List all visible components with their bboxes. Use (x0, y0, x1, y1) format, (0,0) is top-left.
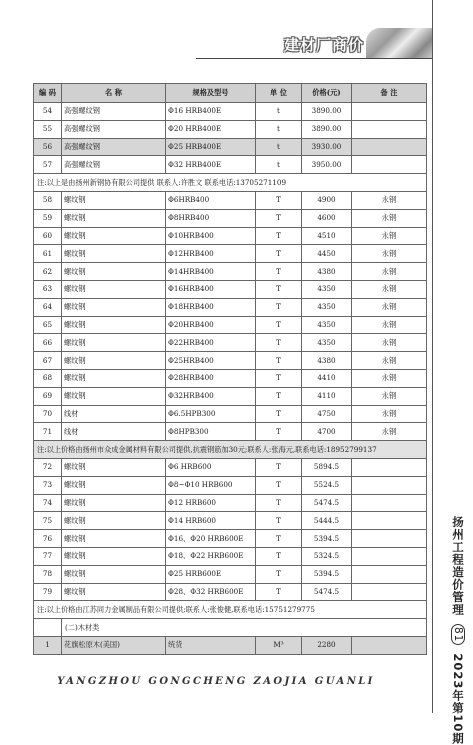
table-row (34, 138, 427, 156)
cell-unit: t (256, 120, 302, 138)
cell-price: 4750 (302, 405, 352, 423)
table-row (34, 583, 427, 601)
issue-label: 2023年第10期 (451, 653, 465, 745)
cell-name: 螺纹钢 (62, 334, 166, 352)
cell-code: 73 (34, 476, 62, 494)
cell-name: 螺纹钢 (62, 227, 166, 245)
cell-unit: t (256, 138, 302, 156)
col-header-name: 名 称 (62, 84, 166, 103)
cell-spec: Φ10HRB400 (166, 227, 256, 245)
table-body (34, 103, 427, 655)
table-row (34, 530, 427, 548)
table-row (34, 547, 427, 565)
cell-unit: T (256, 352, 302, 370)
cell-spec: Φ28HRB400 (166, 369, 256, 387)
cell-spec: Φ8HPB300 (166, 423, 256, 441)
cell-price: 4350 (302, 280, 352, 298)
table-header-row (34, 84, 427, 103)
cell-code: 71 (34, 423, 62, 441)
cell-spec: Φ22HRB400 (166, 334, 256, 352)
cell-name: 高强螺纹钢 (62, 103, 166, 121)
cell-code: 61 (34, 245, 62, 263)
cell-name: 花旗松原木(美国) (62, 636, 166, 654)
cell-remark: 永钢 (352, 227, 427, 245)
cell-code: 66 (34, 334, 62, 352)
cell-unit: T (256, 530, 302, 548)
cell-price: 3890.00 (302, 120, 352, 138)
cell-name: 螺纹钢 (62, 530, 166, 548)
cell-spec: Φ25 HRB600E (166, 565, 256, 583)
cell-remark (352, 636, 427, 654)
cell-remark (352, 565, 427, 583)
table-row (34, 334, 427, 352)
col-header-code: 编 码 (34, 84, 62, 103)
cell-unit: T (256, 565, 302, 583)
cell-price: 4700 (302, 423, 352, 441)
cell-remark: 永钢 (352, 263, 427, 281)
cell-remark (352, 103, 427, 121)
cell-remark: 永钢 (352, 334, 427, 352)
section-banner (196, 28, 432, 59)
cell-code: 60 (34, 227, 62, 245)
cell-spec: Φ20 HRB400E (166, 120, 256, 138)
cell-remark (352, 494, 427, 512)
cell-name: 螺纹钢 (62, 369, 166, 387)
cell-name: 高强螺纹钢 (62, 120, 166, 138)
cell-price: 5474.5 (302, 583, 352, 601)
supplier-note-row (34, 601, 427, 619)
cell-code: 55 (34, 120, 62, 138)
section-code-cell (34, 619, 62, 637)
cell-spec: Φ12 HRB600 (166, 494, 256, 512)
cell-price: 4900 (302, 191, 352, 209)
cell-remark (352, 120, 427, 138)
cell-code: 56 (34, 138, 62, 156)
cell-name: 螺纹钢 (62, 245, 166, 263)
cell-spec: Φ6HRB400 (166, 191, 256, 209)
cell-remark: 永钢 (352, 316, 427, 334)
cell-price: 5394.5 (302, 565, 352, 583)
footer-running-title: YANGZHOU GONGCHENG ZAOJIA GUANLI (57, 676, 375, 687)
cell-spec: Φ25 HRB400E (166, 138, 256, 156)
cell-unit: T (256, 494, 302, 512)
cell-name: 螺纹钢 (62, 280, 166, 298)
cell-unit: T (256, 245, 302, 263)
supplier-note-row (34, 441, 427, 459)
supplier-note: 注:以上是由扬州新钢协有限公司提供 联系人:许胜文 联系电话:13705271109 (34, 174, 427, 192)
section-row (34, 619, 427, 637)
cell-price: 4110 (302, 387, 352, 405)
cell-remark (352, 530, 427, 548)
cell-remark: 永钢 (352, 405, 427, 423)
cell-unit: T (256, 227, 302, 245)
cell-code: 77 (34, 547, 62, 565)
cell-name: 螺纹钢 (62, 458, 166, 476)
cell-name: 螺纹钢 (62, 298, 166, 316)
col-header-spec: 规格及型号 (166, 84, 256, 103)
cell-code: 63 (34, 280, 62, 298)
page-number: 81 (451, 624, 465, 645)
table-row (34, 565, 427, 583)
cell-name: 螺纹钢 (62, 387, 166, 405)
cell-unit: T (256, 334, 302, 352)
cell-remark (352, 512, 427, 530)
table-row (34, 369, 427, 387)
cell-price: 5324.5 (302, 547, 352, 565)
cell-remark: 永钢 (352, 209, 427, 227)
cell-remark: 永钢 (352, 280, 427, 298)
table-row (34, 387, 427, 405)
cell-name: 螺纹钢 (62, 583, 166, 601)
cell-remark (352, 583, 427, 601)
cell-unit: T (256, 583, 302, 601)
margin-rule (432, 0, 433, 713)
cell-price: 4450 (302, 245, 352, 263)
cell-price: 4350 (302, 334, 352, 352)
cell-spec: Φ18HRB400 (166, 298, 256, 316)
cell-spec: 统货 (166, 636, 256, 654)
cell-code: 72 (34, 458, 62, 476)
cell-remark: 永钢 (352, 423, 427, 441)
cell-unit: T (256, 263, 302, 281)
cell-remark: 永钢 (352, 245, 427, 263)
cell-price: 3890.00 (302, 103, 352, 121)
table-row (34, 209, 427, 227)
cell-unit: T (256, 191, 302, 209)
table-row (34, 120, 427, 138)
cell-code: 57 (34, 156, 62, 174)
cell-name: 高强螺纹钢 (62, 138, 166, 156)
cell-remark: 永钢 (352, 298, 427, 316)
supplier-note: 注:以上价格由江苏同力金属制品有限公司提供;联系人:张俊健,联系电话:15751279775 (34, 601, 427, 619)
cell-code: 1 (34, 636, 62, 654)
cell-name: 螺纹钢 (62, 352, 166, 370)
cell-code: 67 (34, 352, 62, 370)
price-table (33, 83, 427, 655)
cell-spec: Φ32 HRB400E (166, 156, 256, 174)
cell-spec: Φ16 HRB400E (166, 103, 256, 121)
cell-name: 螺纹钢 (62, 191, 166, 209)
cell-spec: Φ16HRB400 (166, 280, 256, 298)
banner-decoration (366, 28, 432, 58)
cell-spec: Φ12HRB400 (166, 245, 256, 263)
table-row (34, 298, 427, 316)
cell-remark (352, 156, 427, 174)
cell-spec: Φ14 HRB600 (166, 512, 256, 530)
table-row (34, 512, 427, 530)
cell-unit: T (256, 387, 302, 405)
cell-price: 5894.5 (302, 458, 352, 476)
cell-remark: 永钢 (352, 369, 427, 387)
cell-spec: Φ14HRB400 (166, 263, 256, 281)
cell-code: 65 (34, 316, 62, 334)
table-row (34, 316, 427, 334)
cell-unit: t (256, 103, 302, 121)
cell-price: 4410 (302, 369, 352, 387)
table-row (34, 494, 427, 512)
table-row (34, 191, 427, 209)
cell-spec: Φ16、Φ20 HRB600E (166, 530, 256, 548)
cell-unit: M³ (256, 636, 302, 654)
cell-code: 59 (34, 209, 62, 227)
cell-price: 4600 (302, 209, 352, 227)
cell-remark (352, 547, 427, 565)
cell-price: 3930.00 (302, 138, 352, 156)
cell-remark: 永钢 (352, 191, 427, 209)
supplier-note: 注:以上价格由扬州市众成金属材料有限公司提供,抗震钢筋加30元;联系人:张海元,联系电话:18952799137 (34, 441, 427, 459)
cell-unit: T (256, 547, 302, 565)
table-row (34, 280, 427, 298)
table-row (34, 103, 427, 121)
table-row (34, 263, 427, 281)
cell-name: 高强螺纹钢 (62, 156, 166, 174)
cell-unit: T (256, 405, 302, 423)
cell-price: 5394.5 (302, 530, 352, 548)
col-header-remark: 备 注 (352, 84, 427, 103)
table-row (34, 458, 427, 476)
cell-code: 74 (34, 494, 62, 512)
col-header-unit: 单 位 (256, 84, 302, 103)
cell-code: 64 (34, 298, 62, 316)
cell-unit: T (256, 298, 302, 316)
cell-price: 5524.5 (302, 476, 352, 494)
cell-price: 2280 (302, 636, 352, 654)
cell-spec: Φ25HRB400 (166, 352, 256, 370)
cell-name: 螺纹钢 (62, 494, 166, 512)
cell-spec: Φ8~Φ10 HRB600 (166, 476, 256, 494)
cell-unit: T (256, 458, 302, 476)
cell-name: 线材 (62, 405, 166, 423)
cell-unit: T (256, 209, 302, 227)
cell-code: 70 (34, 405, 62, 423)
cell-name: 螺纹钢 (62, 263, 166, 281)
cell-name: 线材 (62, 423, 166, 441)
cell-price: 4350 (302, 298, 352, 316)
cell-spec: Φ6.5HPB300 (166, 405, 256, 423)
cell-spec: Φ18、Φ22 HRB600E (166, 547, 256, 565)
cell-code: 68 (34, 369, 62, 387)
cell-code: 58 (34, 191, 62, 209)
cell-name: 螺纹钢 (62, 512, 166, 530)
cell-code: 75 (34, 512, 62, 530)
cell-code: 69 (34, 387, 62, 405)
cell-name: 螺纹钢 (62, 476, 166, 494)
section-title: (二)木材类 (62, 619, 427, 637)
cell-price: 4510 (302, 227, 352, 245)
cell-price: 5444.5 (302, 512, 352, 530)
cell-price: 4380 (302, 263, 352, 281)
supplier-note-row (34, 174, 427, 192)
cell-spec: Φ28、Φ32 HRB600E (166, 583, 256, 601)
cell-unit: T (256, 512, 302, 530)
cell-remark (352, 476, 427, 494)
cell-price: 4350 (302, 316, 352, 334)
cell-code: 54 (34, 103, 62, 121)
journal-name: 扬州工程造价管理 (451, 516, 465, 616)
cell-price: 3950.00 (302, 156, 352, 174)
cell-name: 螺纹钢 (62, 209, 166, 227)
cell-unit: T (256, 369, 302, 387)
cell-remark (352, 138, 427, 156)
cell-unit: T (256, 316, 302, 334)
cell-code: 79 (34, 583, 62, 601)
table-row (34, 245, 427, 263)
cell-price: 5474.5 (302, 494, 352, 512)
cell-spec: Φ6 HRB600 (166, 458, 256, 476)
table-row (34, 352, 427, 370)
table-row (34, 156, 427, 174)
cell-code: 78 (34, 565, 62, 583)
cell-price: 4380 (302, 352, 352, 370)
table-row (34, 405, 427, 423)
cell-unit: T (256, 280, 302, 298)
cell-spec: Φ8HRB400 (166, 209, 256, 227)
cell-remark: 永钢 (352, 352, 427, 370)
cell-remark: 永钢 (352, 387, 427, 405)
cell-spec: Φ32HRB400 (166, 387, 256, 405)
cell-spec: Φ20HRB400 (166, 316, 256, 334)
table-row (34, 227, 427, 245)
cell-name: 螺纹钢 (62, 547, 166, 565)
cell-remark (352, 458, 427, 476)
table-row (34, 636, 427, 654)
cell-code: 76 (34, 530, 62, 548)
cell-unit: T (256, 476, 302, 494)
journal-side-label (440, 516, 466, 745)
section-title: 建材厂商价 (283, 36, 364, 54)
cell-name: 螺纹钢 (62, 316, 166, 334)
cell-code: 62 (34, 263, 62, 281)
cell-unit: t (256, 156, 302, 174)
table-row (34, 476, 427, 494)
table-row (34, 423, 427, 441)
cell-name: 螺纹钢 (62, 565, 166, 583)
cell-unit: T (256, 423, 302, 441)
col-header-price: 价格(元) (302, 84, 352, 103)
